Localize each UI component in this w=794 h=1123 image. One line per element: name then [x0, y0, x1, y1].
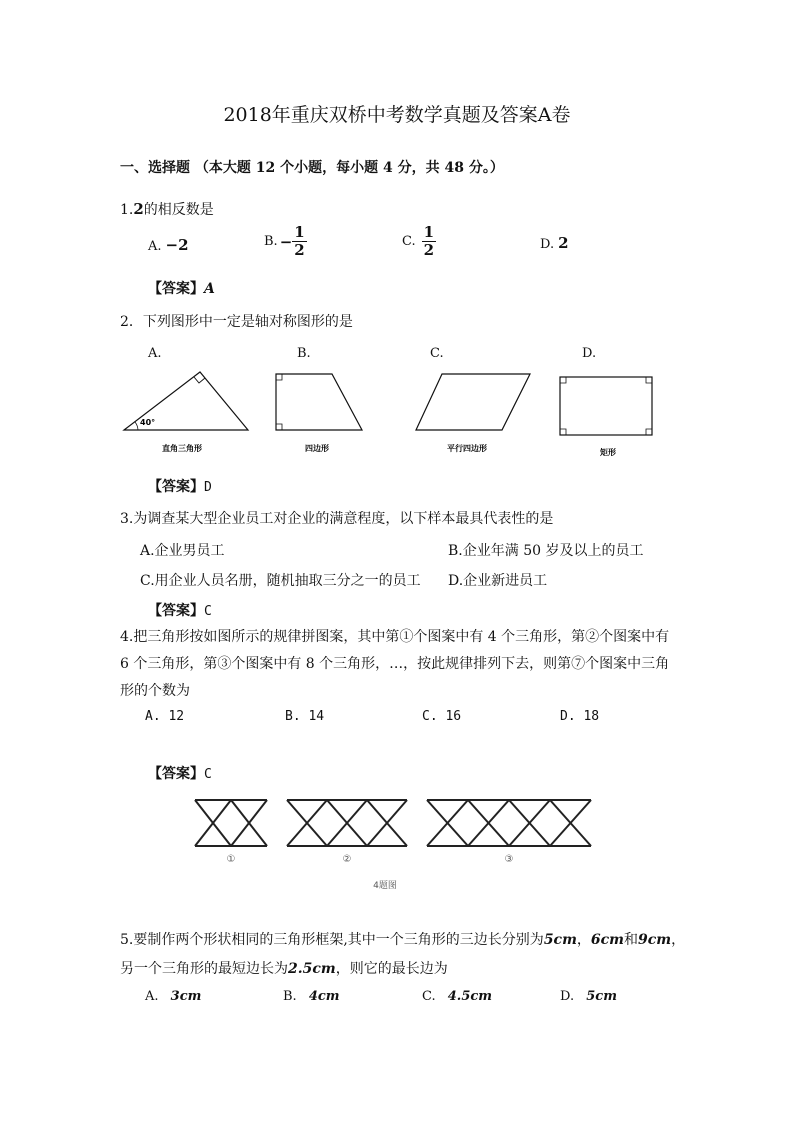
pattern-2-label: ② — [342, 854, 352, 865]
question-5-stem-line-2 — [120, 958, 448, 978]
answer-label: 【答案】 — [148, 603, 204, 619]
q5-text-2: 另一个三角形的最短边长为 — [120, 961, 288, 977]
q5-and: 和 — [624, 932, 638, 948]
page-title: 2018年重庆双桥中考数学真题及答案A卷 — [223, 104, 571, 126]
q1-option-a — [148, 236, 189, 254]
pattern-3 — [427, 800, 591, 846]
q5-option-c — [422, 989, 492, 1004]
q5-length-3: 9cm — [638, 932, 672, 948]
q5-option-d-value: 5cm — [586, 989, 617, 1004]
q5-option-d — [560, 989, 617, 1004]
q1-option-c — [402, 224, 436, 259]
q2-option-c-letter: C. — [430, 346, 444, 361]
question-5-stem-line-1 — [120, 929, 685, 949]
pattern-1-label: ① — [226, 854, 236, 865]
q5-length-1: 5cm — [543, 932, 577, 948]
q3-option-c: C.用企业人员名册，随机抽取三分之一的员工 — [140, 573, 421, 589]
q1-option-d — [540, 234, 569, 252]
q5-separator-2: ， — [671, 932, 686, 948]
rectangle-figure — [560, 377, 652, 435]
q1-option-b-numerator: 1 — [294, 223, 305, 241]
q4-option-c: C. 16 — [422, 709, 462, 724]
q1-option-d-value: 2 — [558, 234, 569, 252]
q5-option-c-value: 4.5cm — [447, 989, 493, 1004]
q3-option-d: D.企业新进员工 — [448, 573, 548, 589]
right-triangle-figure — [124, 372, 248, 430]
caption-quadrilateral: 四边形 — [305, 444, 329, 453]
q1-option-c-numerator: 1 — [423, 223, 435, 241]
q5-option-a-value: 3cm — [170, 989, 202, 1004]
q1-answer-value: A — [204, 281, 215, 297]
q5-option-b-letter: B. — [283, 989, 297, 1004]
q5-text-3: ，则它的最长边为 — [335, 961, 448, 977]
q1-number: 2 — [133, 200, 144, 218]
q4-option-a: A. 12 — [145, 709, 185, 724]
q5-option-a-letter: A. — [145, 989, 159, 1004]
angle-label: 40° — [140, 418, 156, 427]
caption-rectangle: 矩形 — [600, 448, 616, 457]
q1-option-c-denominator: 2 — [423, 241, 435, 259]
pattern-3-label: ③ — [504, 854, 514, 865]
q5-option-d-letter: D. — [560, 989, 575, 1004]
q1-option-b — [264, 224, 307, 259]
q4-answer — [148, 763, 212, 783]
q2-answer — [148, 476, 212, 496]
question-1-stem — [120, 199, 214, 219]
caption-parallelogram: 平行四边形 — [447, 444, 487, 453]
q5-text-1: 5.要制作两个形状相同的三角形框架,其中一个三角形的三边长分别为 — [120, 932, 544, 948]
q3-option-b: B.企业年满 50 岁及以上的员工 — [448, 543, 644, 559]
q1-option-d-letter: D. — [540, 237, 555, 252]
pattern-1 — [195, 800, 267, 846]
question-3-stem: 3.为调查某大型企业员工对企业的满意程度，以下样本最具代表性的是 — [120, 511, 554, 527]
q2-option-d-letter: D. — [582, 346, 597, 361]
figure-caption: 4题图 — [373, 881, 397, 891]
q5-separator-1: ， — [576, 932, 591, 948]
q1-option-b-sign: − — [279, 232, 293, 251]
q1-option-b-fraction — [292, 224, 306, 259]
question-4-stem-line-3: 形的个数为 — [120, 683, 190, 699]
q3-option-a: A.企业男员工 — [140, 543, 225, 559]
q1-option-c-fraction — [422, 224, 436, 259]
q5-option-b — [283, 989, 340, 1004]
q2-answer-value: D — [204, 480, 212, 495]
q2-figures — [110, 360, 670, 460]
parallelogram-figure — [416, 374, 530, 430]
q4-pattern-figure — [185, 790, 625, 900]
question-4-stem-line-2: 6 个三角形，第③个图案中有 8 个三角形，…，按此规律排列下去，则第⑦个图案中三角 — [120, 656, 670, 672]
q2-option-b-letter: B. — [297, 346, 311, 361]
caption-right-triangle: 直角三角形 — [162, 444, 202, 453]
q1-answer — [148, 278, 215, 298]
q5-option-a — [145, 989, 201, 1004]
q1-text: 的相反数是 — [143, 202, 214, 218]
q4-option-b: B. 14 — [285, 709, 325, 724]
answer-label: 【答案】 — [148, 479, 204, 495]
q3-answer-value: C — [204, 604, 212, 619]
q1-prefix: 1. — [120, 202, 134, 218]
answer-label: 【答案】 — [148, 766, 204, 782]
section-heading: 一、选择题 （本大题 12 个小题，每小题 4 分，共 48 分。） — [120, 160, 504, 176]
q3-answer — [148, 600, 212, 620]
q1-option-a-letter: A. — [148, 239, 162, 254]
q5-length-4: 2.5cm — [288, 961, 336, 977]
q1-option-c-letter: C. — [402, 234, 416, 249]
q1-option-b-letter: B. — [264, 234, 278, 249]
q4-answer-value: C — [204, 767, 212, 782]
q1-option-b-denominator: 2 — [294, 241, 305, 259]
question-2-stem: 2．下列图形中一定是轴对称图形的是 — [120, 314, 353, 330]
q5-option-c-letter: C. — [422, 989, 436, 1004]
q1-option-a-value: −2 — [165, 236, 189, 254]
pattern-2 — [287, 800, 407, 846]
q2-option-a-letter: A. — [148, 346, 162, 361]
question-4-stem-line-1: 4.把三角形按如图所示的规律拼图案，其中第①个图案中有 4 个三角形，第②个图案中有 — [120, 629, 670, 645]
answer-label: 【答案】 — [148, 281, 204, 297]
q5-length-2: 6cm — [590, 932, 624, 948]
quadrilateral-figure — [276, 374, 362, 430]
q5-option-b-value: 4cm — [308, 989, 340, 1004]
q4-option-d: D. 18 — [560, 709, 600, 724]
